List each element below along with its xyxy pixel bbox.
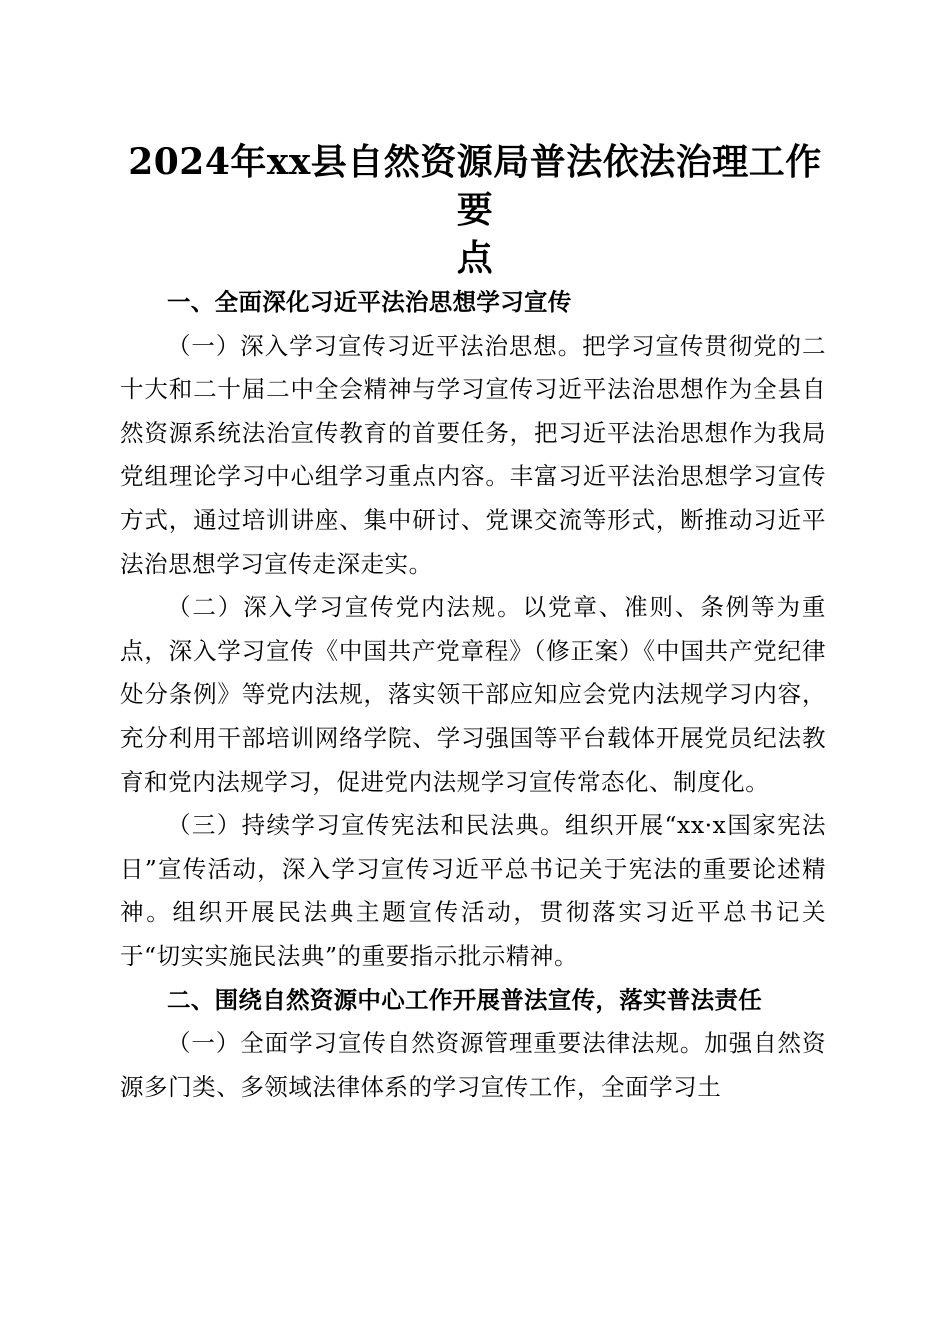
section-1-paragraph-1: （一）深入学习宣传习近平法治思想。把学习宣传贯彻党的二十大和二十届二中全会精神与学习宣传习近平法治思想作为全县自然资源系统法治宣传教育的首要任务，把习近平法治思想作为我局党组理论学习中心组学习重点内容。丰富习近平法治思想学习宣传方式，通过培训讲座、集中研讨、党课交流等形式，断推动习近平法治思想学习宣传走深走实。 — [120, 331, 826, 578]
section-2-heading: 二、围绕自然资源中心工作开展普法宣传，落实普法责任 — [167, 985, 762, 1014]
title-line-2: 点 — [456, 237, 494, 279]
section-1-paragraph-3: （三）持续学习宣传宪法和民法典。组织开展“xx·x国家宪法日”宣传活动，深入学习宣传习近平总书记关于宪法的重要论述精神。组织开展民法典主题宣传活动，贯彻落实习近平总书记关于“切实实施民法典”的重要指示批示精神。 — [120, 811, 826, 970]
section-1-paragraph-2: （二）深入学习宣传党内法规。以党章、准则、条例等为重点，深入学习宣传《中国共产党章程》（修正案）《中国共产党纪律处分条例》等党内法规，落实领干部应知应会党内法规学习内容，充分利用干部培训网络学院、学习强国等平台载体开展党员纪法教育和党内法规学习，促进党内法规学习宣传常态化、制度化。 — [120, 593, 826, 796]
section-2-paragraph-1: （一）全面学习宣传自然资源管理重要法律法规。加强自然资源多门类、多领域法律体系的学习宣传工作，全面学习土 — [120, 1029, 826, 1101]
title-line-1: 2024年xx县自然资源局普法依法治理工作要 — [128, 141, 822, 231]
document-body — [120, 281, 826, 1109]
section-1-heading: 一、全面深化习近平法治思想学习宣传 — [167, 288, 572, 316]
document-title — [120, 138, 830, 282]
